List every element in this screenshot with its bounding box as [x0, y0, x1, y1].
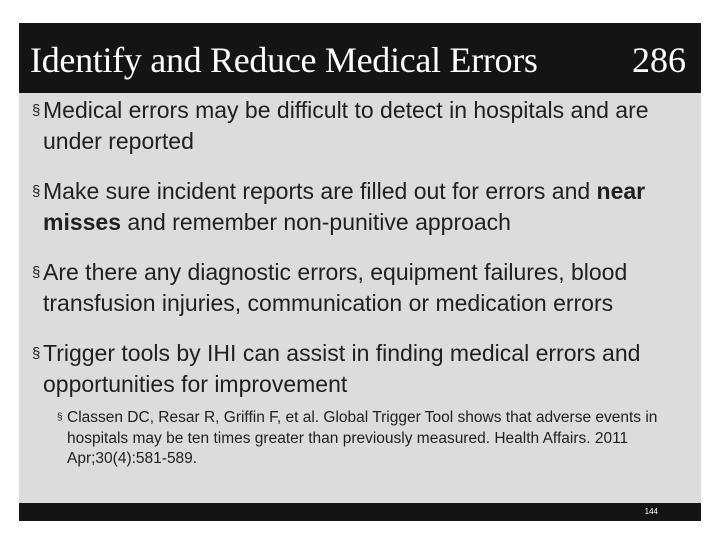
bullet-text: Are there any diagnostic errors, equipment failures, blood transfusion injuries, communication or medication errors [43, 259, 628, 316]
bullet-item [33, 95, 697, 157]
sub-bullet-text: Classen DC, Resar R, Griffin F, et al. Global Trigger Tool shows that adverse events in hospitals may be ten times greater than previously measured. Health Affairs. 2011 Apr;30(4):581-589. [67, 409, 658, 467]
bullet-item [33, 338, 697, 400]
slide-content [33, 95, 697, 470]
bullet-marker-icon: § [32, 345, 41, 362]
bullet-item [33, 176, 697, 238]
bullet-marker-icon: § [32, 102, 41, 119]
bullet-text [43, 176, 697, 238]
slide-title-number: 286 [632, 40, 686, 80]
title-bar [19, 23, 701, 93]
bullet-text: Medical errors may be difficult to detect in hospitals and are under reported [43, 97, 649, 154]
bullet-text-part: Make sure incident reports are filled out for errors and [43, 178, 597, 204]
bullet-item [33, 257, 697, 319]
slide [19, 23, 701, 521]
bullet-bold-term: near misses [43, 178, 646, 235]
sub-bullet-marker-icon: § [57, 412, 63, 423]
page-number: 144 [644, 507, 658, 516]
bullet-marker-icon: § [32, 183, 41, 200]
slide-title: Identify and Reduce Medical Errors [30, 40, 538, 80]
bullet-text: Trigger tools by IHI can assist in finding medical errors and opportunities for improvement [43, 340, 641, 397]
bullet-marker-icon: § [32, 264, 41, 281]
bullet-text-part: and remember non-punitive approach [121, 209, 511, 235]
footer-bar [19, 503, 701, 521]
sub-bullet-item [33, 408, 697, 470]
